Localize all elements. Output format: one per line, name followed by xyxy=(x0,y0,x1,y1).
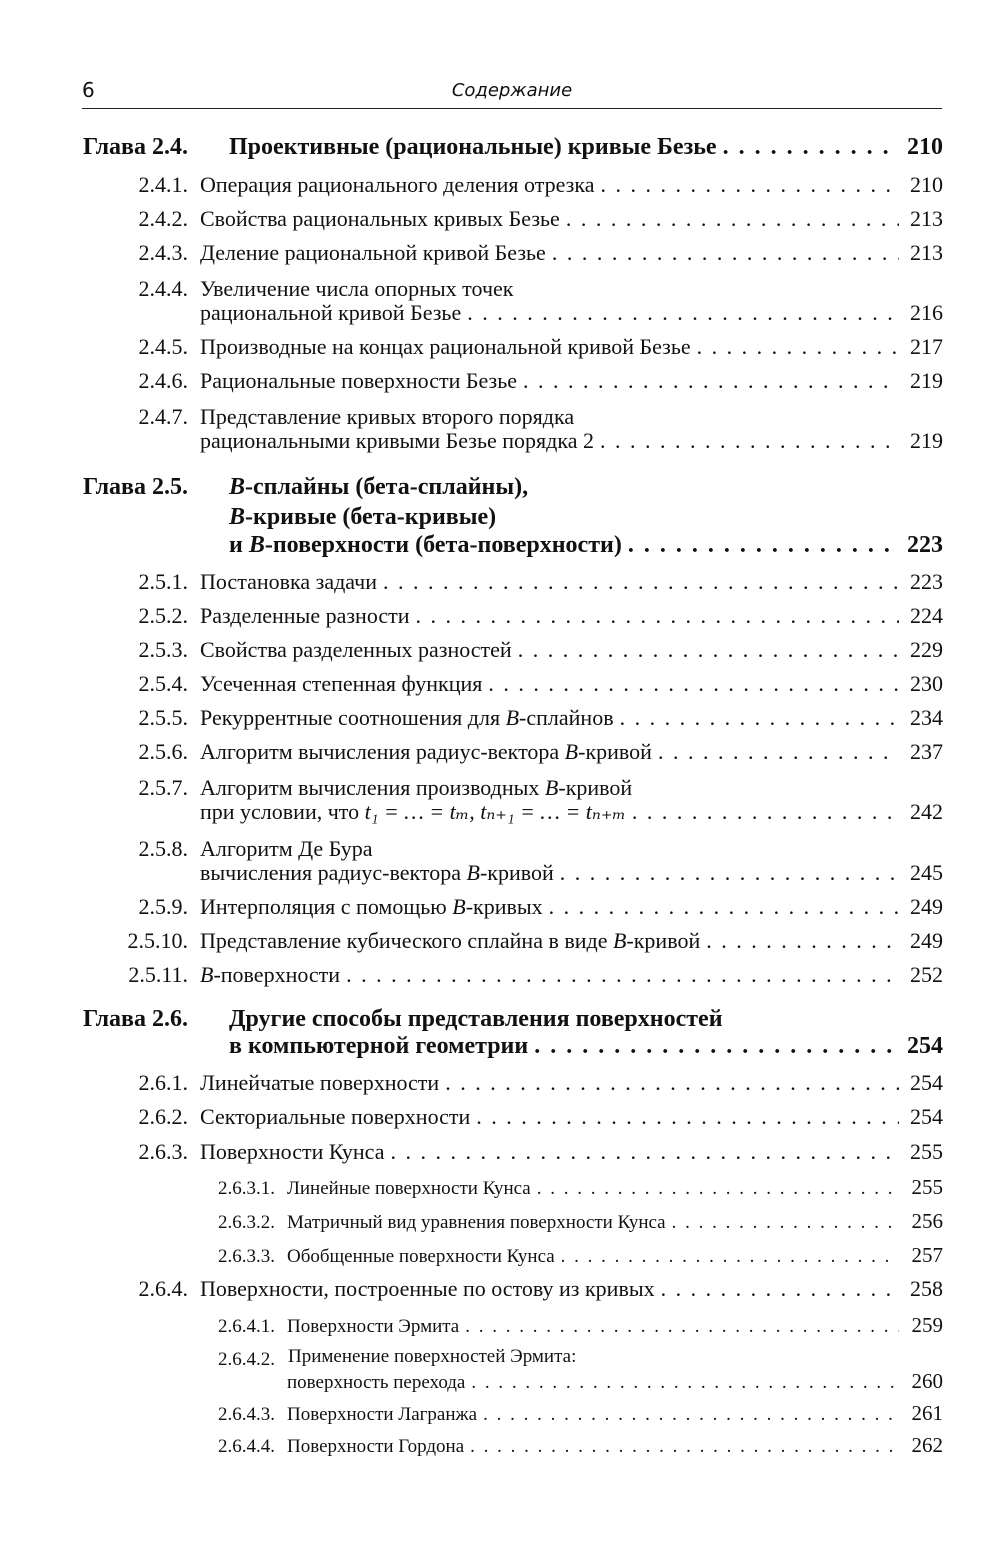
math-symbol: B xyxy=(612,928,627,953)
page-ref: 234 xyxy=(910,705,943,730)
leader-dots xyxy=(628,532,895,559)
entry-number: 2.5.8. xyxy=(138,836,188,861)
page-ref: 224 xyxy=(910,603,943,628)
entry-number: 2.6.4.2. xyxy=(218,1349,275,1370)
entry-title xyxy=(200,739,652,765)
entry-number: 2.4.4. xyxy=(138,276,188,301)
page-ref: 213 xyxy=(910,240,943,265)
toc-entry[interactable] xyxy=(100,928,943,954)
page-ref: 252 xyxy=(910,962,943,987)
toc-entry[interactable] xyxy=(100,1070,943,1096)
math-symbol: B xyxy=(200,962,214,987)
leader-dots xyxy=(470,1436,899,1458)
leader-dots xyxy=(706,928,899,954)
chapter-title-line1 xyxy=(229,474,528,501)
title-text: -кривой xyxy=(558,775,633,800)
entry-title-line1: Применение поверхностей Эрмита: xyxy=(288,1346,577,1367)
entry-number: 2.6.3.3. xyxy=(218,1246,275,1267)
title-text: -поверхности (бета-поверхности) xyxy=(264,532,622,558)
entry-number: 2.6.2. xyxy=(138,1104,188,1129)
page-ref: 230 xyxy=(910,671,943,696)
page-ref: 259 xyxy=(911,1313,943,1337)
toc-entry[interactable] xyxy=(100,334,943,360)
page-ref: 223 xyxy=(910,569,943,594)
chapter-title-line3 xyxy=(229,532,622,559)
toc-entry[interactable] xyxy=(100,1139,943,1165)
entry-title: Деление рациональной кривой Безье xyxy=(200,240,546,265)
entry-title xyxy=(200,860,554,886)
page-ref: 219 xyxy=(910,428,943,453)
entry-title: Производные на концах рациональной кривой Безье xyxy=(200,334,691,359)
entry-number: 2.5.3. xyxy=(138,637,188,662)
entry-title: Поверхности Гордона xyxy=(287,1436,465,1457)
entry-title: Усеченная степенная функция xyxy=(200,671,483,696)
math-symbol: B xyxy=(229,474,246,500)
page-ref: 258 xyxy=(910,1276,943,1301)
entry-title: поверхность перехода xyxy=(287,1372,466,1393)
toc-subentry[interactable] xyxy=(190,1243,943,1268)
toc-subentry[interactable] xyxy=(190,1313,943,1338)
title-text: Алгоритм вычисления производных xyxy=(200,775,545,800)
toc-entry[interactable] xyxy=(100,1276,943,1302)
entry-title: Поверхности Лагранжа xyxy=(287,1404,478,1425)
page-ref: 223 xyxy=(907,532,943,558)
entry-number: 2.6.1. xyxy=(138,1070,188,1095)
entry-title: Обобщенные поверхности Кунса xyxy=(287,1246,555,1267)
leader-dots xyxy=(661,1276,899,1302)
title-text: Рекуррентные соотношения для xyxy=(200,705,506,730)
page-ref: 256 xyxy=(911,1209,943,1233)
title-text: -поверхности xyxy=(213,962,341,987)
entry-number: 2.5.10. xyxy=(127,928,188,953)
entry-title xyxy=(200,894,543,920)
toc-subentry[interactable] xyxy=(190,1401,943,1426)
title-text: и xyxy=(229,532,249,558)
math-symbol: B xyxy=(229,504,246,530)
entry-number: 2.4.6. xyxy=(138,368,188,393)
math-symbol: B xyxy=(544,775,559,800)
page-ref: 255 xyxy=(911,1175,943,1199)
entry-number: 2.5.2. xyxy=(138,603,188,628)
leader-dots xyxy=(445,1070,899,1096)
leader-dots xyxy=(471,1372,899,1394)
running-header xyxy=(82,74,942,109)
toc-chapter[interactable] xyxy=(83,134,943,161)
leader-dots xyxy=(523,368,899,394)
entry-title: рациональной кривой Безье xyxy=(200,300,462,325)
entry-title: Поверхности, построенные по остову из кривых xyxy=(200,1276,655,1301)
leader-dots xyxy=(467,300,899,326)
entry-title: Поверхности Эрмита xyxy=(287,1316,460,1337)
entry-number: 2.6.4.3. xyxy=(218,1404,275,1425)
chapter-title-line2: в компьютерной геометрии xyxy=(229,1033,529,1059)
page-ref: 249 xyxy=(910,928,943,953)
entry-number: 2.5.5. xyxy=(138,705,188,730)
leader-dots xyxy=(346,962,899,988)
entry-number: 2.4.7. xyxy=(138,404,188,429)
entry-number: 2.5.6. xyxy=(138,739,188,764)
toc-entry[interactable] xyxy=(100,637,943,663)
leader-dots xyxy=(600,172,899,198)
toc-entry[interactable] xyxy=(100,705,943,731)
entry-number: 2.5.1. xyxy=(138,569,188,594)
leader-dots xyxy=(560,860,899,886)
page-ref: 255 xyxy=(910,1139,943,1164)
toc-subentry[interactable] xyxy=(190,1175,943,1200)
entry-number: 2.6.3. xyxy=(138,1139,188,1164)
leader-dots xyxy=(518,637,899,663)
entry-number: 2.4.5. xyxy=(138,334,188,359)
leader-dots xyxy=(658,739,899,765)
page-ref: 254 xyxy=(907,1033,943,1059)
toc-entry[interactable] xyxy=(100,603,943,629)
entry-title xyxy=(200,705,614,731)
title-text: при условии, что xyxy=(200,799,365,824)
leader-dots xyxy=(465,1316,899,1338)
formula: t₁ = … = tₘ, tₙ₊₁ = … = tₙ₊ₘ xyxy=(364,799,626,824)
title-text: Интерполяция с помощью xyxy=(200,894,453,919)
title-text: -кривой xyxy=(578,739,652,764)
chapter-number: Глава 2.6. xyxy=(83,1006,188,1032)
page-number: 6 xyxy=(82,78,95,102)
leader-dots xyxy=(488,671,899,697)
entry-title: Поверхности Кунса xyxy=(200,1139,385,1164)
entry-title: Секториальные поверхности xyxy=(200,1104,471,1129)
toc-chapter[interactable] xyxy=(229,1033,943,1060)
entry-number: 2.5.7. xyxy=(138,775,188,800)
toc-entry[interactable] xyxy=(100,671,943,697)
leader-dots xyxy=(390,1139,899,1165)
leader-dots xyxy=(561,1246,899,1268)
title-text: Алгоритм вычисления радиус-вектора xyxy=(200,739,565,764)
chapter-number: Глава 2.5. xyxy=(83,474,188,500)
toc-entry[interactable] xyxy=(100,962,943,988)
entry-title: Линейчатые поверхности xyxy=(200,1070,440,1095)
entry-title-line1: Увеличение числа опорных точек xyxy=(200,276,514,301)
toc-entry[interactable] xyxy=(100,569,943,595)
leader-dots xyxy=(534,1033,895,1060)
leader-dots xyxy=(483,1404,899,1426)
chapter-title-line2 xyxy=(229,504,496,531)
chapter-title: Проективные (рациональные) кривые Безье xyxy=(229,134,717,160)
title-text: вычисления радиус-вектора xyxy=(200,860,467,885)
page-ref: 213 xyxy=(910,206,943,231)
entry-title-line1: Алгоритм Де Бура xyxy=(200,836,373,861)
leader-dots xyxy=(416,603,899,629)
entry-number: 2.6.3.1. xyxy=(218,1178,275,1199)
page-ref: 257 xyxy=(911,1243,943,1267)
toc-entry[interactable] xyxy=(100,368,943,394)
title-text: -сплайнов xyxy=(519,705,614,730)
entry-number: 2.4.2. xyxy=(138,206,188,231)
page-ref: 210 xyxy=(907,134,943,160)
toc-entry[interactable] xyxy=(100,1104,943,1130)
leader-dots xyxy=(620,705,899,731)
entry-title: Линейные поверхности Кунса xyxy=(287,1178,531,1199)
entry-number: 2.5.11. xyxy=(128,962,188,987)
title-text: Представление кубического сплайна в виде xyxy=(200,928,613,953)
entry-title-line1 xyxy=(200,775,632,801)
entry-number: 2.6.3.2. xyxy=(218,1212,275,1233)
entry-title-line1: Представление кривых второго порядка xyxy=(200,404,575,429)
page-ref: 229 xyxy=(910,637,943,662)
page-ref: 242 xyxy=(910,799,943,824)
toc-subentry[interactable] xyxy=(190,1433,943,1458)
toc-entry[interactable] xyxy=(100,206,943,232)
leader-dots xyxy=(697,334,899,360)
page-ref: 245 xyxy=(910,860,943,885)
math-symbol: B xyxy=(466,860,480,885)
page-ref: 254 xyxy=(910,1070,943,1095)
leader-dots xyxy=(552,240,899,266)
toc-entry[interactable] xyxy=(100,240,943,266)
entry-number: 2.4.1. xyxy=(138,172,188,197)
page-ref: 262 xyxy=(911,1433,943,1457)
toc-chapter[interactable] xyxy=(229,532,943,559)
title-text: -кривой xyxy=(626,928,701,953)
chapter-title-line1: Другие способы представления поверхностей xyxy=(229,1006,723,1032)
page-ref: 254 xyxy=(910,1104,943,1129)
leader-dots xyxy=(537,1178,899,1200)
title-text: -кривые (бета-кривые) xyxy=(245,504,497,530)
entry-title xyxy=(200,962,340,988)
page-ref: 249 xyxy=(910,894,943,919)
title-text: -сплайны (бета-сплайны), xyxy=(245,474,529,500)
page-ref: 261 xyxy=(911,1401,943,1425)
entry-number: 2.5.4. xyxy=(138,671,188,696)
entry-title xyxy=(200,928,700,954)
entry-number: 2.6.4.1. xyxy=(218,1316,275,1337)
entry-title xyxy=(200,799,626,825)
entry-title: Операция рационального деления отрезка xyxy=(200,172,595,197)
entry-title: рациональными кривыми Безье порядка 2 xyxy=(200,428,594,453)
entry-number: 2.6.4.4. xyxy=(218,1436,275,1457)
entry-title: Свойства рациональных кривых Безье xyxy=(200,206,560,231)
math-symbol: B xyxy=(564,739,579,764)
entry-number: 2.6.4. xyxy=(138,1276,188,1301)
page-ref: 260 xyxy=(911,1369,943,1393)
math-symbol: B xyxy=(452,894,466,919)
toc-subentry[interactable] xyxy=(190,1209,943,1234)
chapter-number: Глава 2.4. xyxy=(83,134,188,160)
title-text: -кривой xyxy=(479,860,554,885)
toc-entry[interactable] xyxy=(100,894,943,920)
entry-number: 2.5.9. xyxy=(138,894,188,919)
leader-dots xyxy=(672,1212,899,1234)
entry-title: Постановка задачи xyxy=(200,569,377,594)
entry-title: Рациональные поверхности Безье xyxy=(200,368,518,393)
title-text: -кривых xyxy=(465,894,543,919)
page-ref: 219 xyxy=(910,368,943,393)
leader-dots xyxy=(383,569,899,595)
toc-entry[interactable] xyxy=(100,739,943,765)
leader-dots xyxy=(476,1104,899,1130)
entry-title: Свойства разделенных разностей xyxy=(200,637,512,662)
leader-dots xyxy=(566,206,899,232)
math-symbol: B xyxy=(248,532,265,558)
math-symbol: B xyxy=(505,705,520,730)
running-head: Содержание xyxy=(451,80,573,101)
toc-entry[interactable] xyxy=(100,172,943,198)
entry-number: 2.4.3. xyxy=(138,240,188,265)
leader-dots xyxy=(549,894,899,920)
page-ref: 237 xyxy=(910,739,943,764)
leader-dots xyxy=(723,134,895,161)
page-ref: 216 xyxy=(910,300,943,325)
leader-dots xyxy=(600,428,899,454)
page-ref: 217 xyxy=(910,334,943,359)
page-ref: 210 xyxy=(910,172,943,197)
entry-title: Разделенные разности xyxy=(200,603,410,628)
leader-dots xyxy=(632,799,899,825)
entry-title: Матричный вид уравнения поверхности Кунса xyxy=(287,1212,666,1233)
